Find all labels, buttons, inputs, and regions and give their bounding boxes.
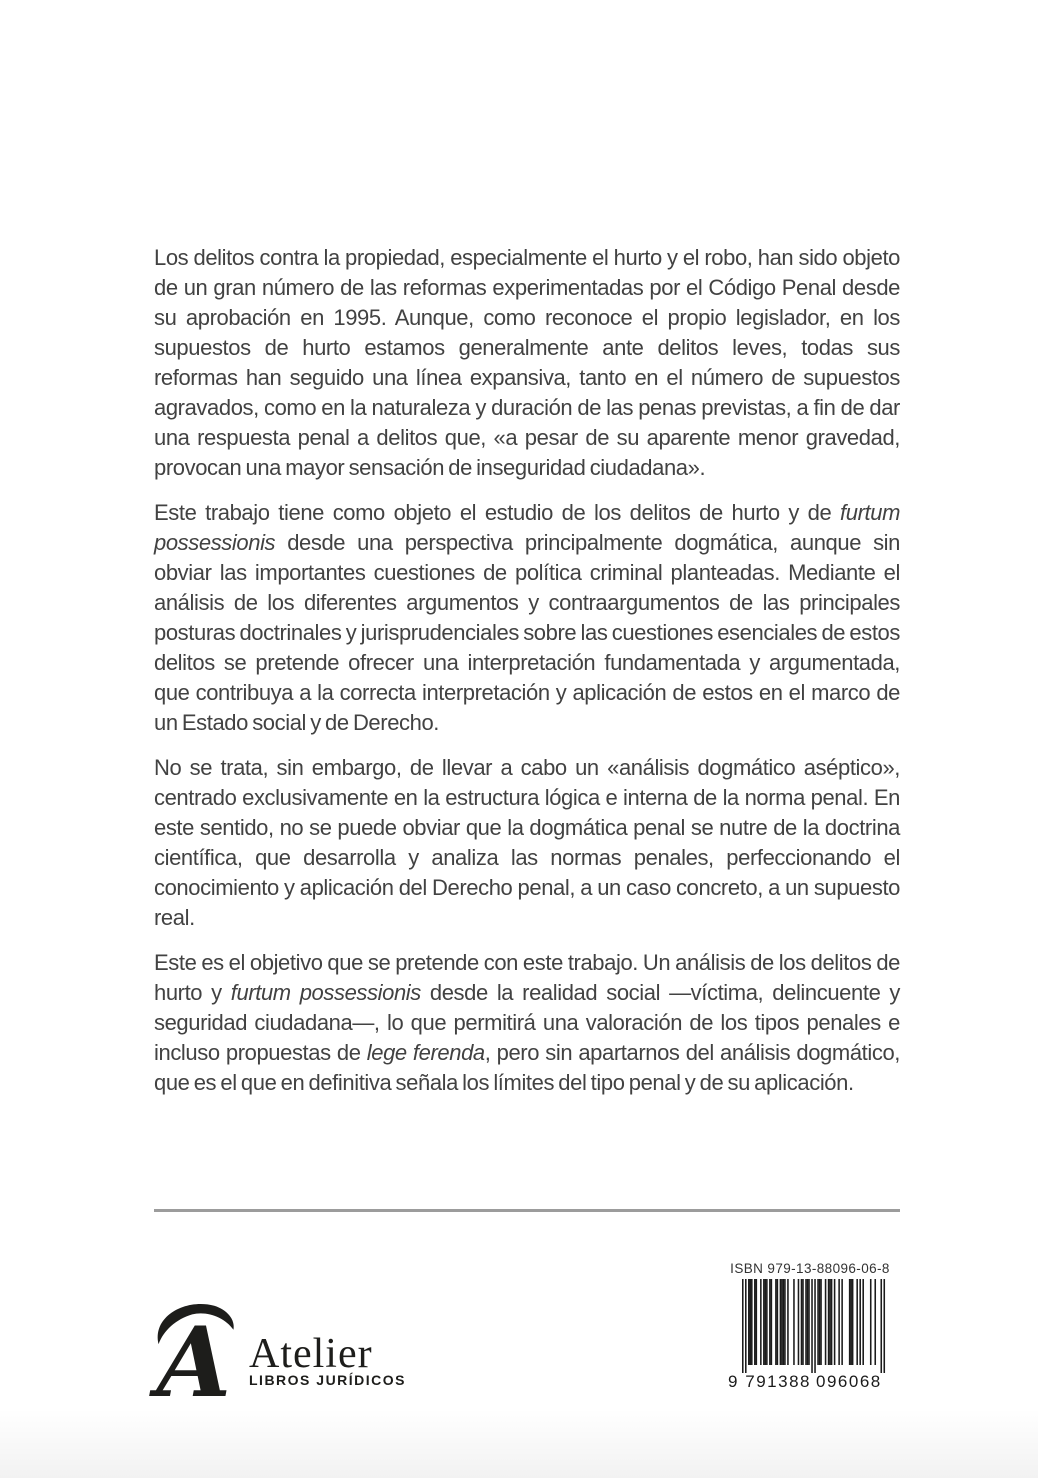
atelier-monogram-icon	[149, 1296, 245, 1400]
publisher-tagline: LIBROS JURÍDICOS	[249, 1372, 407, 1388]
barcode-bar	[862, 1279, 864, 1365]
ean13-barcode	[727, 1279, 893, 1393]
barcode-bar	[750, 1279, 752, 1365]
barcode-bar	[852, 1279, 854, 1365]
barcode-bar	[745, 1279, 747, 1373]
barcode-bar	[787, 1279, 789, 1365]
barcode-bar	[781, 1279, 783, 1365]
logo-monogram-letter: A	[156, 1306, 232, 1400]
barcode-bar	[748, 1279, 750, 1365]
barcode-digit-group: 096068	[816, 1372, 882, 1391]
plain-text: No se trata, sin embargo, de llevar a cabo un «análisis dogmático aséptico», centrado exclusivamente en la estructura lógica e interna de la norma penal. En este sentido, no se puede obviar que la dogmática penal se nutre de la doctrina científica, que desarrolla y analiza las normas penales, perfeccionando el conocimiento y aplicación del Derecho penal, a un caso concreto, a un supuesto real.	[154, 755, 900, 930]
barcode-bar	[801, 1279, 803, 1365]
barcode-bar	[859, 1279, 861, 1365]
paragraph-1	[154, 243, 900, 483]
plain-text: desde una perspectiva principalmente dogmática, aunque sin obviar las importantes cuestiones de política criminal planteadas. Mediante el análisis de los diferentes argumentos y contraargumentos de las principales posturas doctrinales y jurisprudenciales sobre las cuestiones esenciales de estos delitos se pretende ofrecer una interpretación fundamentada y argumentada, que contribuya a la correcta interpretación y aplicación de estos en el marco de un Estado social y de Derecho.	[154, 530, 900, 735]
barcode-bar	[754, 1279, 756, 1365]
barcode-bar	[883, 1279, 885, 1373]
barcode-bar	[838, 1279, 840, 1365]
barcode-bar	[805, 1279, 807, 1365]
barcode-bar	[798, 1279, 800, 1365]
barcode-digit-group: 791388	[745, 1372, 811, 1391]
plain-text: Este trabajo tiene como objeto el estudio de los delitos de hurto y de	[154, 500, 841, 525]
isbn-label: ISBN 979-13-88096-06-8	[730, 1261, 890, 1276]
plain-text: desde la realidad social —víctima, delincuente y seguridad ciudadana—, lo que permitirá una valoración de los tipos penales e incluso propuestas de	[154, 980, 901, 1065]
barcode-bar	[766, 1279, 768, 1365]
barcode-bar	[765, 1279, 767, 1365]
barcode-bar	[793, 1279, 795, 1365]
footer-divider	[154, 1209, 900, 1212]
publisher-text	[249, 1296, 406, 1387]
barcode-bar	[742, 1279, 744, 1373]
barcode-bar	[771, 1279, 773, 1365]
italic-text: furtum possessionis	[154, 500, 900, 555]
barcode-bar	[808, 1279, 810, 1365]
barcode-bar	[874, 1279, 876, 1365]
barcode-bar	[763, 1279, 765, 1365]
barcode-bar	[814, 1279, 816, 1373]
barcode-bar	[784, 1279, 786, 1365]
plain-text: Los delitos contra la propiedad, especialmente el hurto y el robo, han sido objeto de un gran número de las reformas experimentadas por el Código Penal desde su aprobación en 1995. Aunque, como reconoce el propio legislador, en los supuestos de hurto estamos generalmente ante delitos leves, todas sus reformas han seguido una línea expansiva, tanto en el número de supuestos agravados, como en la naturaleza y duración de las penas previstas, a fin de dar una respuesta penal a delitos que, «a pesar de su aparente menor gravedad, provocan una mayor sensación de inseguridad ciudadana».	[154, 245, 900, 480]
barcode-bar	[751, 1279, 753, 1365]
barcode-bar	[870, 1279, 872, 1365]
barcode-bar	[880, 1279, 882, 1373]
barcode-bar	[775, 1279, 777, 1365]
page-bottom-shade	[0, 1408, 1038, 1478]
barcode-bar	[829, 1279, 831, 1365]
barcode-bar	[817, 1279, 819, 1365]
publisher-name: Atelier	[249, 1331, 373, 1377]
barcode-bar	[777, 1279, 779, 1365]
barcode-bar	[802, 1279, 804, 1365]
barcode-bar	[760, 1279, 762, 1365]
plain-text: , pero sin apartarnos del análisis dogmático, que es el que en definitiva señala los límites del tipo penal y de su aplicación.	[154, 1040, 901, 1095]
barcode-bar	[850, 1279, 852, 1365]
barcode-bar	[825, 1279, 827, 1365]
barcode-bar	[756, 1279, 758, 1365]
paragraph-3	[154, 753, 900, 933]
barcode-digit-group: 9	[728, 1372, 739, 1391]
barcode-bar	[783, 1279, 785, 1365]
barcode-bar	[819, 1279, 821, 1365]
paragraph-4	[154, 948, 900, 1098]
barcode-bar	[780, 1279, 782, 1365]
barcode-bar	[849, 1279, 851, 1365]
body-text	[154, 243, 900, 1098]
barcode-bar	[820, 1279, 822, 1365]
italic-text: lege ferenda	[366, 1040, 485, 1065]
publisher-logo	[149, 1296, 406, 1400]
plain-text: Este es el objetivo que se pretende con este trabajo. Un análisis de los delitos de hurto y	[154, 950, 900, 1005]
barcode-bar	[834, 1279, 836, 1365]
italic-text: furtum possessionis	[230, 980, 421, 1005]
barcode-bar	[807, 1279, 809, 1365]
paragraph-2	[154, 498, 900, 738]
barcode-bar	[811, 1279, 813, 1373]
isbn-block	[727, 1261, 893, 1393]
barcode-bar	[856, 1279, 858, 1365]
barcode-bar	[769, 1279, 771, 1365]
barcode-bar	[841, 1279, 843, 1365]
barcode-bar	[828, 1279, 830, 1365]
barcode-bar	[831, 1279, 833, 1365]
